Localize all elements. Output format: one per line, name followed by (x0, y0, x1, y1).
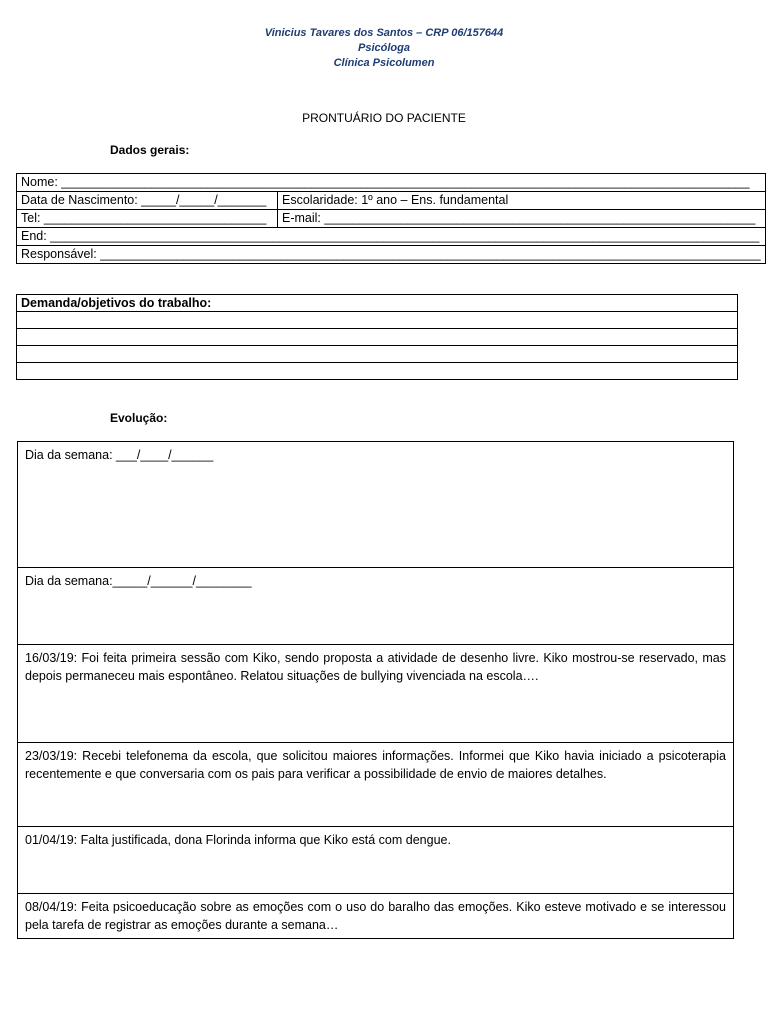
nome-field[interactable]: Nome: ___________________________________________________________________________________________________ (17, 174, 766, 192)
psychologist-name: Vinicius Tavares dos Santos – CRP 06/157644 (264, 27, 504, 39)
evolucao-entry[interactable] (18, 645, 734, 743)
entry-text: Dia da semana:_____/______/________ (25, 574, 252, 588)
responsavel-field[interactable]: Responsável: _______________________________________________________________________________________________ (17, 246, 766, 264)
nascimento-field[interactable]: Data de Nascimento: _____/_____/_______ (17, 192, 278, 210)
evolucao-entry[interactable] (18, 743, 734, 827)
evolucao-entry[interactable] (18, 568, 734, 645)
end-field[interactable]: End: ______________________________________________________________________________________________________ (17, 228, 766, 246)
dados-gerais-table (16, 173, 766, 264)
demanda-line[interactable] (17, 329, 738, 346)
entry-text: 01/04/19: Falta justificada, dona Florinda informa que Kiko está com dengue. (25, 833, 451, 847)
entry-text: Dia da semana: ___/____/______ (25, 448, 214, 462)
escolaridade-field[interactable]: Escolaridade: 1º ano – Ens. fundamental (278, 192, 766, 210)
clinic-name: Clínica Psicolumen (333, 57, 435, 69)
dados-gerais-label: Dados gerais: (110, 143, 190, 157)
demanda-table (16, 294, 738, 380)
demanda-line[interactable] (17, 346, 738, 363)
evolucao-entry[interactable] (18, 894, 734, 939)
psychologist-role: Psicóloga (358, 42, 410, 54)
entry-text: 08/04/19: Feita psicoeducação sobre as emoções com o uso do baralho das emoções. Kiko esteve motivado e se interessou pela tarefa de registrar as emoções durante a semana… (25, 900, 726, 932)
evolucao-entry[interactable] (18, 442, 734, 568)
demanda-line[interactable] (17, 312, 738, 329)
entry-text: 16/03/19: Foi feita primeira sessão com Kiko, sendo proposta a atividade de desenho livre. Kiko mostrou-se reservado, mas depois permaneceu mais espontâneo. Relatou situações de bullying vivenciada na escola…. (25, 651, 726, 683)
evolucao-entry[interactable] (18, 827, 734, 894)
evolucao-label: Evolução: (110, 411, 168, 425)
evolucao-table (17, 441, 734, 939)
email-field[interactable]: E-mail: ______________________________________________________________ (278, 210, 766, 228)
tel-field[interactable]: Tel: ________________________________ (17, 210, 278, 228)
demanda-label: Demanda/objetivos do trabalho: (17, 295, 738, 312)
page-title: PRONTUÁRIO DO PACIENTE (302, 111, 466, 125)
entry-text: 23/03/19: Recebi telefonema da escola, que solicitou maiores informações. Informei que Kiko havia iniciado a psicoterapia recentemente e que conversaria com os pais para verificar a possibilidade de envio de maiores detalhes. (25, 749, 726, 781)
demanda-line[interactable] (17, 363, 738, 380)
